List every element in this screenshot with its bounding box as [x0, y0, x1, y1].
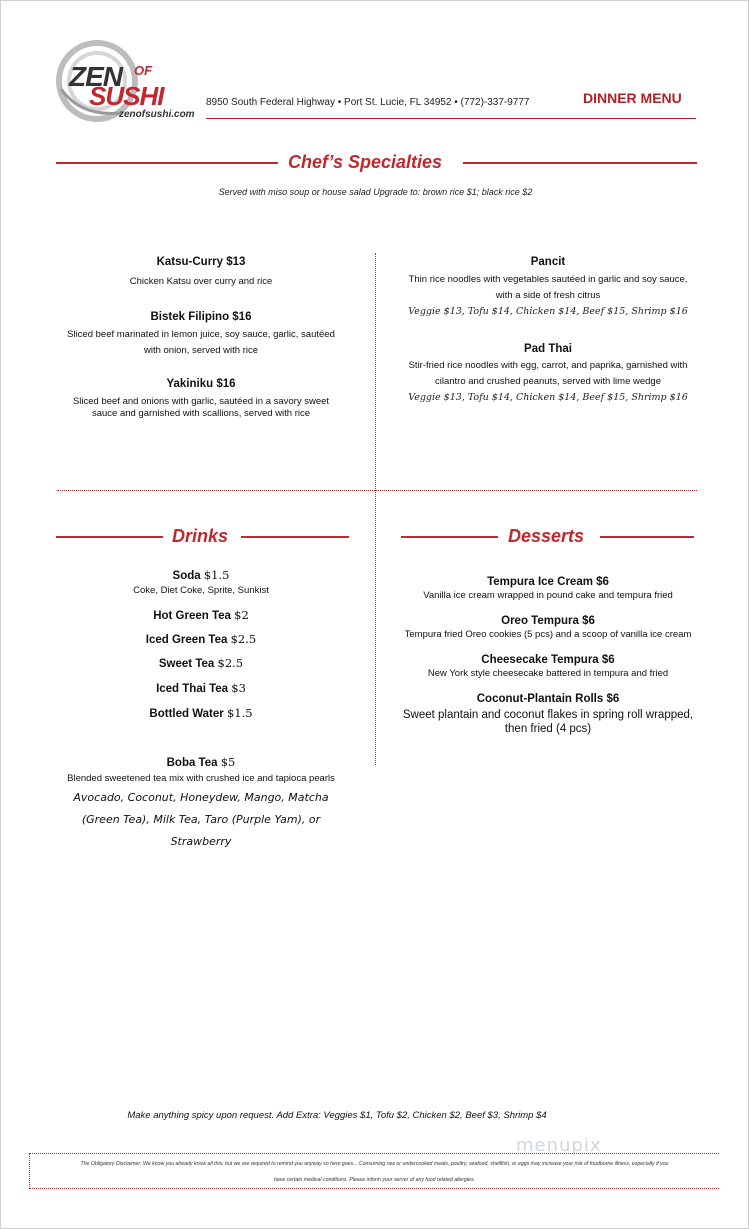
- menu-item-desc: with a side of fresh citrus: [495, 290, 601, 301]
- menu-item-desc: Chicken Katsu over curry and rice: [129, 276, 273, 287]
- heading-rule-right: [241, 536, 349, 538]
- heading-rule-left: [401, 536, 498, 538]
- dessert-name: Coconut-Plantain Rolls $6: [476, 693, 620, 705]
- logo-zen: ZEN: [69, 61, 122, 92]
- menu-item-desc: Sliced beef marinated in lemon juice, soy sauce, garlic, sautéed: [67, 329, 335, 340]
- dessert-name: Cheesecake Tempura $6: [481, 654, 615, 666]
- menu-item-desc: sauce and garnished with scallions, served with rice: [91, 408, 311, 419]
- menu-item-name: Pad Thai: [524, 343, 572, 355]
- logo-of: OF: [134, 63, 153, 78]
- drink-name: Boba Tea: [166, 757, 218, 769]
- drink-item: [53, 706, 349, 720]
- header-divider: [206, 118, 696, 119]
- boba-flavor-line: (Green Tea), Milk Tea, Taro (Purple Yam), or: [81, 813, 321, 826]
- address: 8950 South Federal Highway • Port St. Lucie, FL 34952 • (772)-337-9777: [206, 97, 530, 108]
- logo-sushi: SUSHI: [89, 81, 164, 111]
- menu-item-desc: cilantro and crushed peanuts, served with lime wedge: [434, 376, 661, 387]
- dessert-desc: Sweet plantain and coconut flakes in spring roll wrapped,: [402, 709, 694, 721]
- heading-rule-left: [56, 536, 163, 538]
- disclaimer-text: The Obligatory Disclaimer: We know you already know all this, but we are required to remind you anyway so here goes... Consuming raw or undercooked meats, poultry, seafood, shellfish, or eggs may increase your risk of foodborne illness, especially if you: [80, 1161, 669, 1167]
- dessert-name: Oreo Tempura $6: [501, 615, 595, 627]
- menu-item-desc: Stir-fried rice noodles with egg, carrot, and paprika, garnished with: [408, 360, 688, 371]
- menu-item-desc: with onion, served with rice: [143, 345, 259, 356]
- boba-flavor-line: Avocado, Coconut, Honeydew, Mango, Matcha: [73, 791, 329, 804]
- drink-name: Iced Thai Tea: [156, 683, 229, 695]
- menu-item-desc: Thin rice noodles with vegetables sautéed in garlic and soy sauce,: [408, 274, 688, 285]
- drink-item: [53, 632, 349, 646]
- boba-flavor-line: Strawberry: [170, 835, 232, 848]
- menu-item-name: Pancit: [530, 256, 566, 268]
- drink-price: $1.5: [226, 706, 253, 720]
- drink-price: $3: [231, 681, 246, 695]
- column-divider: [375, 253, 376, 765]
- drink-item: [53, 681, 349, 695]
- menu-item-name: Yakiniku $16: [166, 378, 236, 390]
- dessert-desc: New York style cheesecake battered in tempura and fried: [427, 668, 669, 679]
- drink-name: Bottled Water: [149, 708, 224, 720]
- drink-price: $2: [234, 608, 249, 622]
- drink-name: Sweet Tea: [158, 658, 215, 670]
- drink-price: $1.5: [203, 568, 230, 582]
- menu-item-name: Katsu-Curry $13: [156, 256, 246, 268]
- spicy-note: Make anything spicy upon request. Add Extra: Veggies $1, Tofu $2, Chicken $2, Beef $3, Shrimp $4: [127, 1110, 547, 1121]
- drink-name: Soda: [172, 570, 201, 582]
- menu-item-prices: Veggie $13, Tofu $14, Chicken $14, Beef $15, Shrimp $16: [408, 306, 688, 317]
- drink-price: $2.5: [230, 632, 257, 646]
- drink-name: Hot Green Tea: [153, 610, 231, 622]
- menu-item-name: Bistek Filipino $16: [150, 311, 252, 323]
- heading-rule-right: [600, 536, 694, 538]
- menu-item-prices: Veggie $13, Tofu $14, Chicken $14, Beef $15, Shrimp $16: [408, 392, 688, 403]
- watermark: menupix: [516, 1135, 602, 1156]
- desserts-title: Desserts: [508, 526, 585, 546]
- drink-item: [53, 608, 349, 622]
- dessert-desc: then fried (4 pcs): [504, 723, 592, 735]
- drink-name: Iced Green Tea: [145, 634, 228, 646]
- website-url: zenofsushi.com: [119, 109, 195, 120]
- heading-rule-right: [463, 162, 697, 164]
- drink-item-soda: [53, 568, 349, 582]
- section-divider: [57, 490, 697, 491]
- dessert-name: Tempura Ice Cream $6: [487, 576, 609, 588]
- drink-item-boba: [53, 755, 349, 769]
- dessert-desc: Tempura fried Oreo cookies (5 pcs) and a scoop of vanilla ice cream: [404, 629, 692, 640]
- drinks-title: Drinks: [172, 526, 229, 546]
- drink-price: $5: [220, 755, 236, 769]
- menu-item-desc: Sliced beef and onions with garlic, sautéed in a savory sweet: [72, 396, 330, 407]
- menu-title: DINNER MENU: [583, 90, 682, 106]
- disclaimer-text: have certain medical conditions. Please inform your server of any food related allergies.: [274, 1177, 475, 1183]
- chefs-specialties-title: Chef’s Specialties: [288, 152, 443, 172]
- drink-price: $2.5: [217, 656, 244, 670]
- disclaimer-box: [29, 1153, 719, 1189]
- drink-item: [53, 656, 349, 670]
- heading-rule-left: [56, 162, 278, 164]
- drink-desc: Coke, Diet Coke, Sprite, Sunkist: [133, 585, 269, 596]
- specialties-note: Served with miso soup or house salad Upgrade to: brown rice $1; black rice $2: [218, 187, 533, 197]
- drink-desc: Blended sweetened tea mix with crushed ice and tapioca pearls: [67, 773, 335, 784]
- dessert-desc: Vanilla ice cream wrapped in pound cake and tempura fried: [423, 590, 673, 601]
